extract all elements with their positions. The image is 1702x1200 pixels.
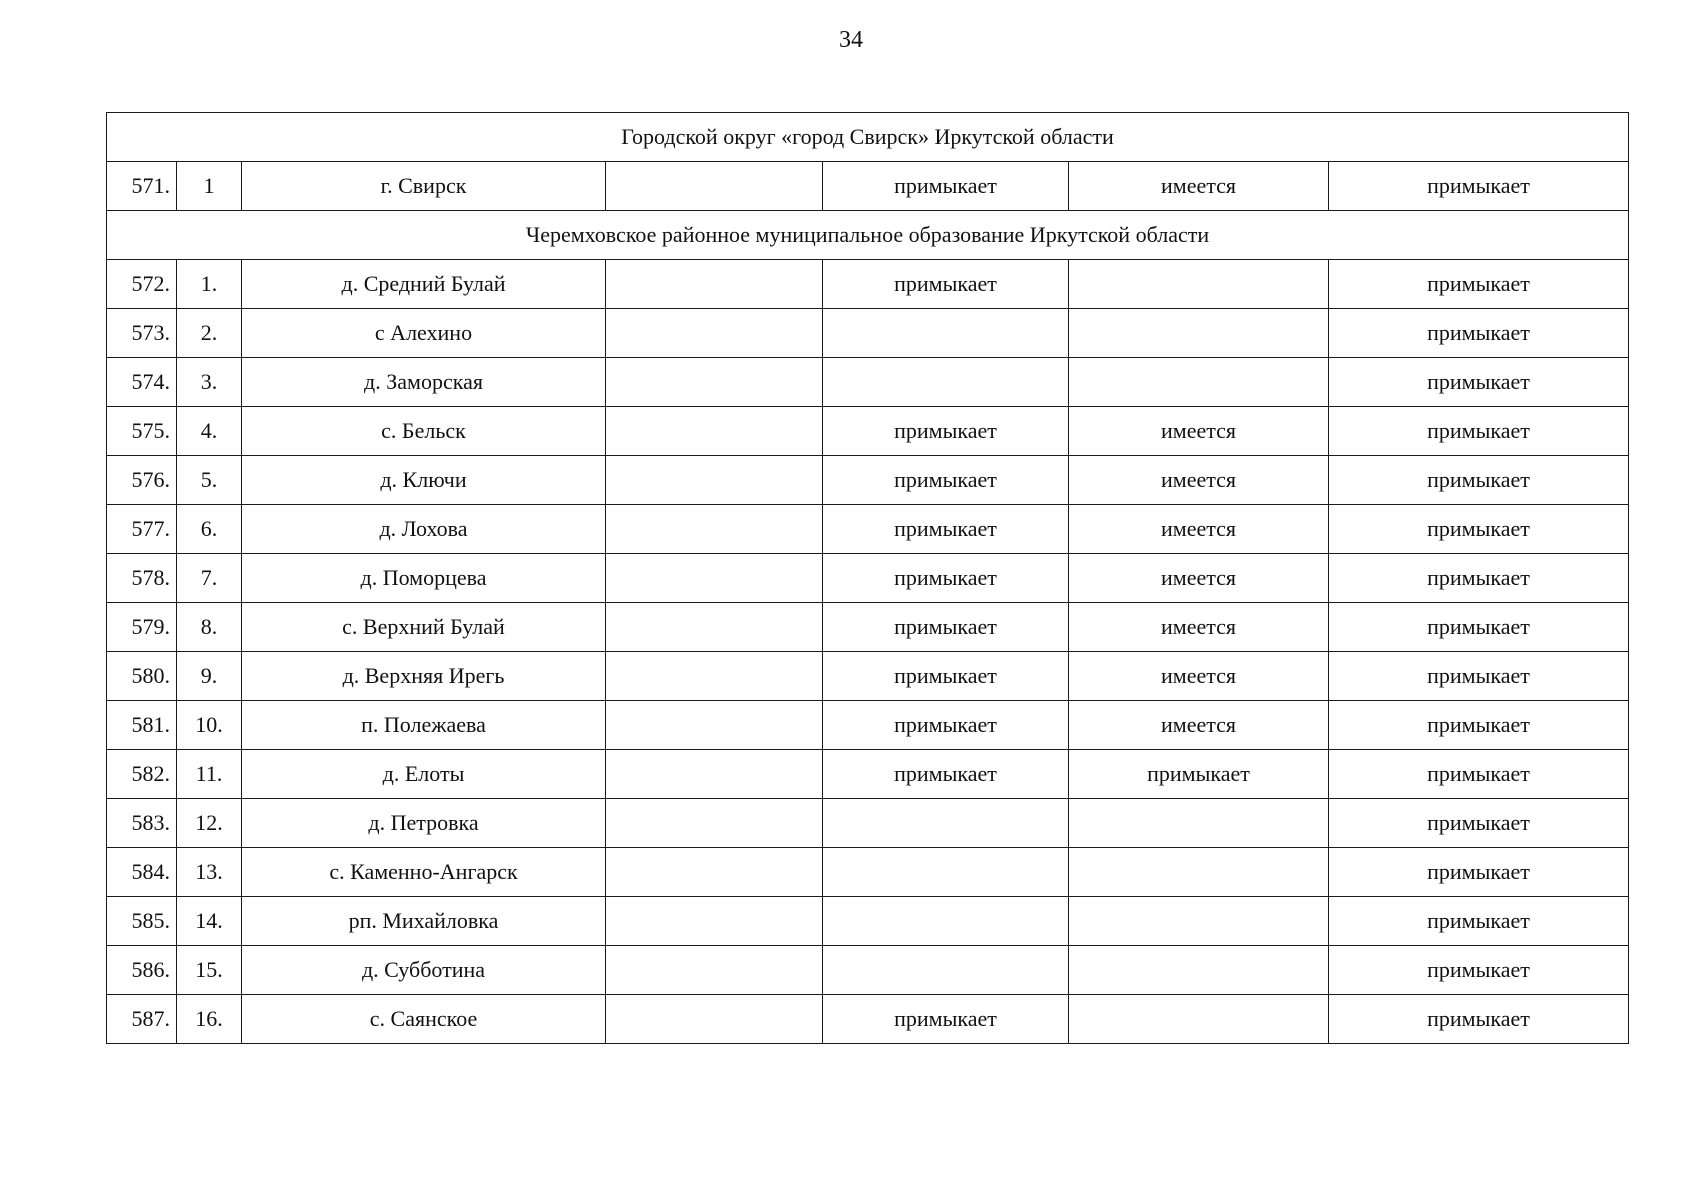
row-index-cell: 8.	[177, 603, 242, 652]
table-row	[107, 652, 1629, 701]
column-7-cell: примыкает	[1329, 554, 1629, 603]
row-index-cell: 15.	[177, 946, 242, 995]
section-header-row	[107, 211, 1629, 260]
column-7-cell: примыкает	[1329, 897, 1629, 946]
settlement-name-cell: рп. Михайловка	[242, 897, 606, 946]
table-row	[107, 848, 1629, 897]
column-6-cell: имеется	[1069, 603, 1329, 652]
column-7-cell: примыкает	[1329, 701, 1629, 750]
settlement-name-cell: с. Бельск	[242, 407, 606, 456]
column-5-cell	[823, 799, 1069, 848]
column-7-cell: примыкает	[1329, 603, 1629, 652]
section-title: Городской округ «город Свирск» Иркутской области	[107, 113, 1629, 162]
row-number-cell: 586.	[107, 946, 177, 995]
settlement-name-cell: д. Верхняя Ирегь	[242, 652, 606, 701]
column-4-cell	[606, 260, 823, 309]
table-row	[107, 995, 1629, 1044]
column-7-cell: примыкает	[1329, 505, 1629, 554]
table-row	[107, 897, 1629, 946]
column-7-cell: примыкает	[1329, 652, 1629, 701]
settlements-table	[106, 112, 1629, 1044]
column-4-cell	[606, 407, 823, 456]
column-6-cell	[1069, 995, 1329, 1044]
column-6-cell	[1069, 309, 1329, 358]
column-5-cell: примыкает	[823, 652, 1069, 701]
row-number-cell: 573.	[107, 309, 177, 358]
row-number-cell: 587.	[107, 995, 177, 1044]
column-7-cell: примыкает	[1329, 799, 1629, 848]
column-6-cell: имеется	[1069, 701, 1329, 750]
table-row	[107, 505, 1629, 554]
settlement-name-cell: д. Средний Булай	[242, 260, 606, 309]
settlement-name-cell: д. Поморцева	[242, 554, 606, 603]
settlement-name-cell: п. Полежаева	[242, 701, 606, 750]
row-number-cell: 580.	[107, 652, 177, 701]
column-4-cell	[606, 554, 823, 603]
row-index-cell: 4.	[177, 407, 242, 456]
row-number-cell: 571.	[107, 162, 177, 211]
table-row	[107, 407, 1629, 456]
column-5-cell: примыкает	[823, 407, 1069, 456]
column-6-cell	[1069, 799, 1329, 848]
column-4-cell	[606, 799, 823, 848]
row-number-cell: 575.	[107, 407, 177, 456]
column-4-cell	[606, 652, 823, 701]
settlement-name-cell: д. Субботина	[242, 946, 606, 995]
section-header-row	[107, 113, 1629, 162]
page-number: 34	[839, 27, 863, 53]
column-4-cell	[606, 848, 823, 897]
column-7-cell: примыкает	[1329, 995, 1629, 1044]
settlement-name-cell: с. Каменно-Ангарск	[242, 848, 606, 897]
column-6-cell	[1069, 358, 1329, 407]
column-5-cell	[823, 358, 1069, 407]
row-number-cell: 578.	[107, 554, 177, 603]
column-7-cell: примыкает	[1329, 162, 1629, 211]
row-index-cell: 1.	[177, 260, 242, 309]
column-5-cell	[823, 897, 1069, 946]
table-row	[107, 162, 1629, 211]
column-7-cell: примыкает	[1329, 456, 1629, 505]
table-row	[107, 554, 1629, 603]
table-row	[107, 603, 1629, 652]
column-4-cell	[606, 456, 823, 505]
row-number-cell: 583.	[107, 799, 177, 848]
row-number-cell: 574.	[107, 358, 177, 407]
column-5-cell: примыкает	[823, 456, 1069, 505]
column-7-cell: примыкает	[1329, 309, 1629, 358]
column-5-cell: примыкает	[823, 554, 1069, 603]
column-7-cell: примыкает	[1329, 946, 1629, 995]
row-number-cell: 572.	[107, 260, 177, 309]
row-index-cell: 6.	[177, 505, 242, 554]
row-number-cell: 577.	[107, 505, 177, 554]
column-7-cell: примыкает	[1329, 750, 1629, 799]
column-4-cell	[606, 995, 823, 1044]
settlement-name-cell: д. Заморская	[242, 358, 606, 407]
table-body	[107, 113, 1629, 1044]
table-row	[107, 946, 1629, 995]
row-index-cell: 3.	[177, 358, 242, 407]
settlement-name-cell: с Алехино	[242, 309, 606, 358]
column-6-cell	[1069, 848, 1329, 897]
column-6-cell: имеется	[1069, 456, 1329, 505]
column-6-cell	[1069, 260, 1329, 309]
column-4-cell	[606, 505, 823, 554]
column-7-cell: примыкает	[1329, 848, 1629, 897]
column-5-cell	[823, 946, 1069, 995]
column-4-cell	[606, 897, 823, 946]
table-row	[107, 701, 1629, 750]
section-title: Черемховское районное муниципальное образование Иркутской области	[107, 211, 1629, 260]
column-6-cell: имеется	[1069, 162, 1329, 211]
column-5-cell	[823, 309, 1069, 358]
column-4-cell	[606, 358, 823, 407]
column-7-cell: примыкает	[1329, 260, 1629, 309]
column-5-cell: примыкает	[823, 505, 1069, 554]
row-number-cell: 581.	[107, 701, 177, 750]
column-6-cell	[1069, 897, 1329, 946]
settlement-name-cell: д. Елоты	[242, 750, 606, 799]
table-row	[107, 309, 1629, 358]
settlement-name-cell: д. Петровка	[242, 799, 606, 848]
column-5-cell: примыкает	[823, 603, 1069, 652]
row-index-cell: 10.	[177, 701, 242, 750]
column-4-cell	[606, 701, 823, 750]
row-index-cell: 9.	[177, 652, 242, 701]
column-6-cell: имеется	[1069, 407, 1329, 456]
row-index-cell: 12.	[177, 799, 242, 848]
row-index-cell: 16.	[177, 995, 242, 1044]
row-index-cell: 2.	[177, 309, 242, 358]
column-5-cell: примыкает	[823, 260, 1069, 309]
column-5-cell: примыкает	[823, 162, 1069, 211]
settlement-name-cell: д. Лохова	[242, 505, 606, 554]
column-5-cell	[823, 848, 1069, 897]
column-5-cell: примыкает	[823, 701, 1069, 750]
settlement-name-cell: д. Ключи	[242, 456, 606, 505]
row-index-cell: 1	[177, 162, 242, 211]
row-index-cell: 5.	[177, 456, 242, 505]
column-5-cell: примыкает	[823, 995, 1069, 1044]
row-number-cell: 582.	[107, 750, 177, 799]
table-row	[107, 799, 1629, 848]
table-row	[107, 358, 1629, 407]
row-index-cell: 13.	[177, 848, 242, 897]
column-6-cell: имеется	[1069, 652, 1329, 701]
settlement-name-cell: с. Верхний Булай	[242, 603, 606, 652]
table-row	[107, 750, 1629, 799]
settlement-name-cell: г. Свирск	[242, 162, 606, 211]
column-4-cell	[606, 162, 823, 211]
column-6-cell	[1069, 946, 1329, 995]
table-row	[107, 260, 1629, 309]
table-row	[107, 456, 1629, 505]
row-number-cell: 579.	[107, 603, 177, 652]
column-6-cell: имеется	[1069, 554, 1329, 603]
column-4-cell	[606, 309, 823, 358]
settlement-name-cell: с. Саянское	[242, 995, 606, 1044]
row-index-cell: 14.	[177, 897, 242, 946]
column-4-cell	[606, 603, 823, 652]
column-7-cell: примыкает	[1329, 407, 1629, 456]
column-5-cell: примыкает	[823, 750, 1069, 799]
column-4-cell	[606, 750, 823, 799]
column-6-cell: имеется	[1069, 505, 1329, 554]
row-number-cell: 584.	[107, 848, 177, 897]
column-4-cell	[606, 946, 823, 995]
column-7-cell: примыкает	[1329, 358, 1629, 407]
row-number-cell: 576.	[107, 456, 177, 505]
row-number-cell: 585.	[107, 897, 177, 946]
column-6-cell: примыкает	[1069, 750, 1329, 799]
row-index-cell: 11.	[177, 750, 242, 799]
row-index-cell: 7.	[177, 554, 242, 603]
